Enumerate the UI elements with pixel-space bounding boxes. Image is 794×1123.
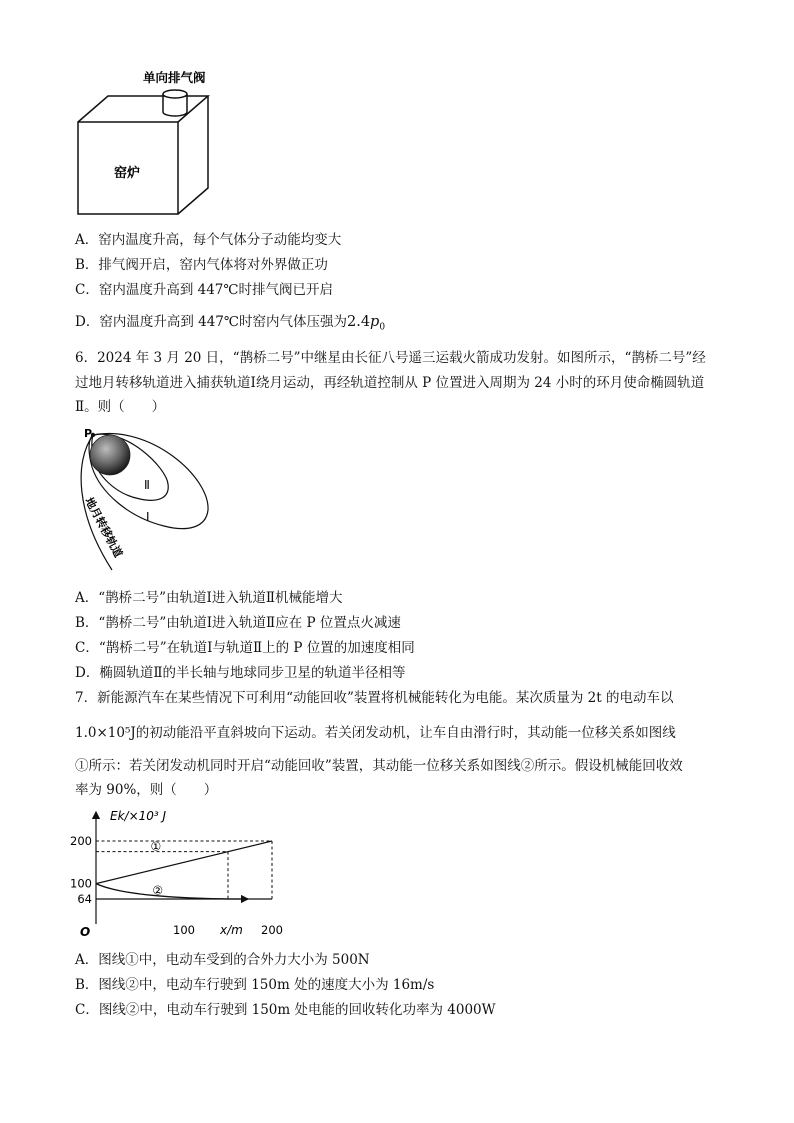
x-axis-label: x/m [220,923,243,937]
q5-option-d-text: D．窑内温度升高到 447℃时窑内气体压强为 [75,314,347,330]
q6-stem-line-2: 过地月转移轨道进入捕获轨道Ⅰ绕月运动，再经轨道控制从 P 位置进入周期为 24 小时的环月使命椭圆轨道 [75,375,705,391]
kiln-top-face [78,96,208,122]
valve-label: 单向排气阀 [143,70,206,85]
q5-option-d-sub: 0 [379,322,386,333]
x-tick-label: 100 [173,923,195,937]
transfer-orbit-label: 地月转移轨道 [82,495,125,560]
point-p-label: P [84,427,93,440]
q6-option-a: A．“鹊桥二号”由轨道Ⅰ进入轨道Ⅱ机械能增大 [75,590,343,606]
y-axis-label: Ek/×10³ J [110,809,167,823]
q6-option-d: D．椭圆轨道Ⅱ的半长轴与地球同步卫星的轨道半径相等 [75,665,406,681]
valve-cylinder [163,90,187,116]
x-tick-label: 200 [261,923,283,937]
moon-icon [90,435,130,475]
q6-stem-line-1: 6．2024 年 3 月 20 日，“鹊桥二号”中继星由长征八号遥三运载火箭成功发射。如图所示，“鹊桥二号”经 [75,350,706,366]
origin-label: O [80,925,91,939]
series-line-2 [96,884,272,899]
q6-option-c: C．“鹊桥二号”在轨道Ⅰ与轨道Ⅱ上的 P 位置的加速度相同 [75,640,415,656]
y-tick-label: 64 [77,892,92,906]
q7-stem-line-3: ①所示：若关闭发动机同时开启“动能回收”装置，其动能一位移关系如图线②所示。假设机械能回收效 [75,758,683,774]
q7-ek-x-chart [70,806,283,944]
y-tick-label: 200 [70,834,92,848]
q7-stem-line-1: 7．新能源汽车在某些情况下可利用“动能回收”装置将机械能转化为电能。某次质量为 2t 的电动车以 [75,690,674,706]
orbit-i-label: I [146,510,150,524]
q6-option-b: B．“鹊桥二号”由轨道Ⅰ进入轨道Ⅱ应在 P 位置点火减速 [75,615,401,631]
kiln-side-face [178,96,208,214]
q6-stem-line-3: Ⅱ。则（ ） [75,399,166,415]
orbit-figure [70,422,220,582]
q5-option-d-value: 2.4 [346,314,371,330]
q7-stem-line-4: 率为 90%，则（ ） [75,782,218,798]
q5-option-b: B．排气阀开启，窑内气体将对外界做正功 [75,257,328,273]
q5-option-c: C．窑内温度升高到 447℃时排气阀已开启 [75,282,333,298]
orbit-ii-label: Ⅱ [144,478,150,492]
q5-option-d [75,313,385,337]
series-label-1: ① [150,839,162,854]
q7-option-c: C．图线②中，电动车行驶到 150m 处电能的回收转化功率为 4000W [75,1002,496,1018]
q7-option-a: A．图线①中，电动车受到的合外力大小为 500N [75,952,370,968]
q7-stem-line-2-rest: 的初动能沿平直斜坡向下运动。若关闭发动机，让车自由滑行时，其动能一位移关系如图线 [135,725,676,741]
q7-initial-energy: 1.0×10⁵J [75,725,136,741]
q7-stem-line-2 [75,724,676,742]
series-line-1 [96,841,272,884]
series-label-2: ② [152,883,164,898]
kiln-label: 窑炉 [114,166,141,181]
kiln-figure [70,64,250,220]
q5-option-d-symbol: p [370,314,380,330]
q5-option-a: A．窑内温度升高，每个气体分子动能均变大 [75,232,342,248]
y-tick-label: 100 [70,876,92,891]
q7-option-b: B．图线②中，电动车行驶到 150m 处的速度大小为 16m/s [75,977,435,993]
